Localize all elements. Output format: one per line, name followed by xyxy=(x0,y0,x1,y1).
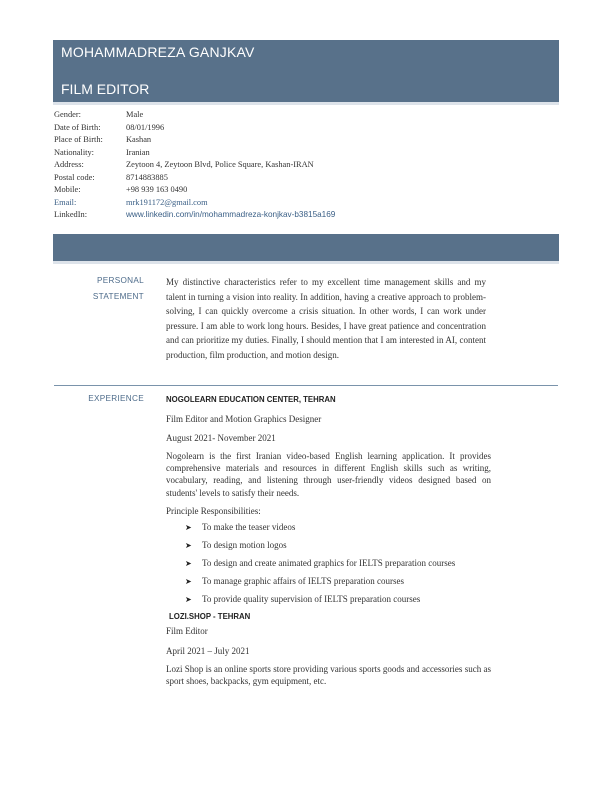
contact-label: Place of Birth: xyxy=(54,135,103,144)
responsibility-text: To manage graphic affairs of IELTS preparation courses xyxy=(202,575,405,586)
contact-row-address xyxy=(54,159,335,172)
contact-value: +98 939 163 0490 xyxy=(126,185,188,194)
contact-details xyxy=(54,109,335,222)
job-role: Film Editor and Motion Graphics Designer xyxy=(166,414,322,424)
job-dates: August 2021- November 2021 xyxy=(166,433,276,443)
contact-row-mobile xyxy=(54,184,335,197)
contact-row-nationality xyxy=(54,147,335,160)
list-item xyxy=(166,521,467,534)
contact-label: Nationality: xyxy=(54,147,95,157)
job-title: FILM EDITOR xyxy=(61,81,150,97)
contact-value: Kashan xyxy=(126,135,152,144)
email-link[interactable]: mrk191172@gmail.com xyxy=(126,197,208,207)
responsibility-text: To design and create animated graphics for IELTS preparation courses xyxy=(202,557,456,568)
linkedin-link[interactable]: www.linkedin.com/in/mohammadreza-konjkav-b3815a169 xyxy=(126,210,336,219)
section-label-line: PERSONAL xyxy=(97,276,144,285)
contact-value: Male xyxy=(126,110,144,119)
arrowhead-bullet-icon: ➤ xyxy=(185,576,192,586)
responsibility-text: To provide quality supervision of IELTS preparation courses xyxy=(202,593,421,604)
list-item xyxy=(166,593,467,606)
contact-row-linkedin xyxy=(54,209,335,222)
responsibilities-list xyxy=(166,521,491,606)
experience-list xyxy=(166,394,491,687)
contact-row-birthplace xyxy=(54,134,335,147)
personal-statement-label xyxy=(60,273,144,305)
personal-statement-text: My distinctive characteristics refer to my excellent time management skills and my talent in turning a vision into reality. In addition, having a creative approach to problem-solving, I can quickly overcome a crisis situation. In other words, I can work under pressure. I am able to work long hours. Besides, I have great patience and concentration and can prioritize my duties. Finally, I should mention that I am interested in AI, content production, film production, and motion design. xyxy=(166,277,486,360)
contact-value: 08/01/1996 xyxy=(126,122,165,132)
contact-label: LinkedIn: xyxy=(54,210,88,219)
arrowhead-bullet-icon: ➤ xyxy=(185,558,192,568)
contact-row-dob xyxy=(54,122,335,135)
section-label-line: EXPERIENCE xyxy=(88,394,144,403)
contact-row-postal xyxy=(54,172,335,185)
header-banner xyxy=(53,40,559,105)
company-description: Lozi Shop is an online sports store providing various sports goods and accessories such as sport shoes, backpacks, gym equipment, etc. xyxy=(166,663,491,687)
contact-label: Postal code: xyxy=(54,172,95,182)
arrowhead-bullet-icon: ➤ xyxy=(185,594,192,604)
responsibilities-heading: Principle Responsibilities: xyxy=(166,505,261,516)
contact-label: Mobile: xyxy=(54,185,81,194)
responsibility-text: To make the teaser videos xyxy=(202,521,296,532)
section-label-line: STATEMENT xyxy=(92,292,144,301)
company-name: NOGOLEARN EDUCATION CENTER, TEHRAN xyxy=(166,395,336,404)
contact-row-email xyxy=(54,197,335,210)
contact-label: Date of Birth: xyxy=(54,122,101,132)
list-item xyxy=(166,575,467,588)
contact-label: Gender: xyxy=(54,110,81,119)
job-role: Film Editor xyxy=(166,625,208,636)
company-name: LOZI.SHOP - TEHRAN xyxy=(169,611,251,621)
company-description: Nogolearn is the first Iranian video-based English learning application. It provides comprehensive materials and resources in different English skills such as writing, vocabulary, reading, and listening through user-friendly videos designed based on students' levels to satisfy their needs. xyxy=(166,451,491,498)
contact-label: Email: xyxy=(54,197,77,207)
contact-label: Address: xyxy=(54,160,84,169)
job-dates: April 2021 – July 2021 xyxy=(166,645,250,656)
contact-value: Iranian xyxy=(126,147,150,157)
contact-value: Zeytoon 4, Zeytoon Blvd, Police Square, Kashan-IRAN xyxy=(126,160,314,169)
section-rule xyxy=(54,385,558,386)
contact-row-gender xyxy=(54,109,335,122)
arrowhead-bullet-icon: ➤ xyxy=(185,522,192,532)
list-item xyxy=(166,539,467,552)
applicant-name: MOHAMMADREZA GANJKAV xyxy=(61,44,255,60)
experience-label xyxy=(60,391,144,407)
section-divider-band xyxy=(53,234,559,264)
responsibility-text: To design motion logos xyxy=(202,539,287,550)
contact-value: 8714883885 xyxy=(126,172,168,182)
arrowhead-bullet-icon: ➤ xyxy=(185,540,192,550)
list-item xyxy=(166,557,467,570)
